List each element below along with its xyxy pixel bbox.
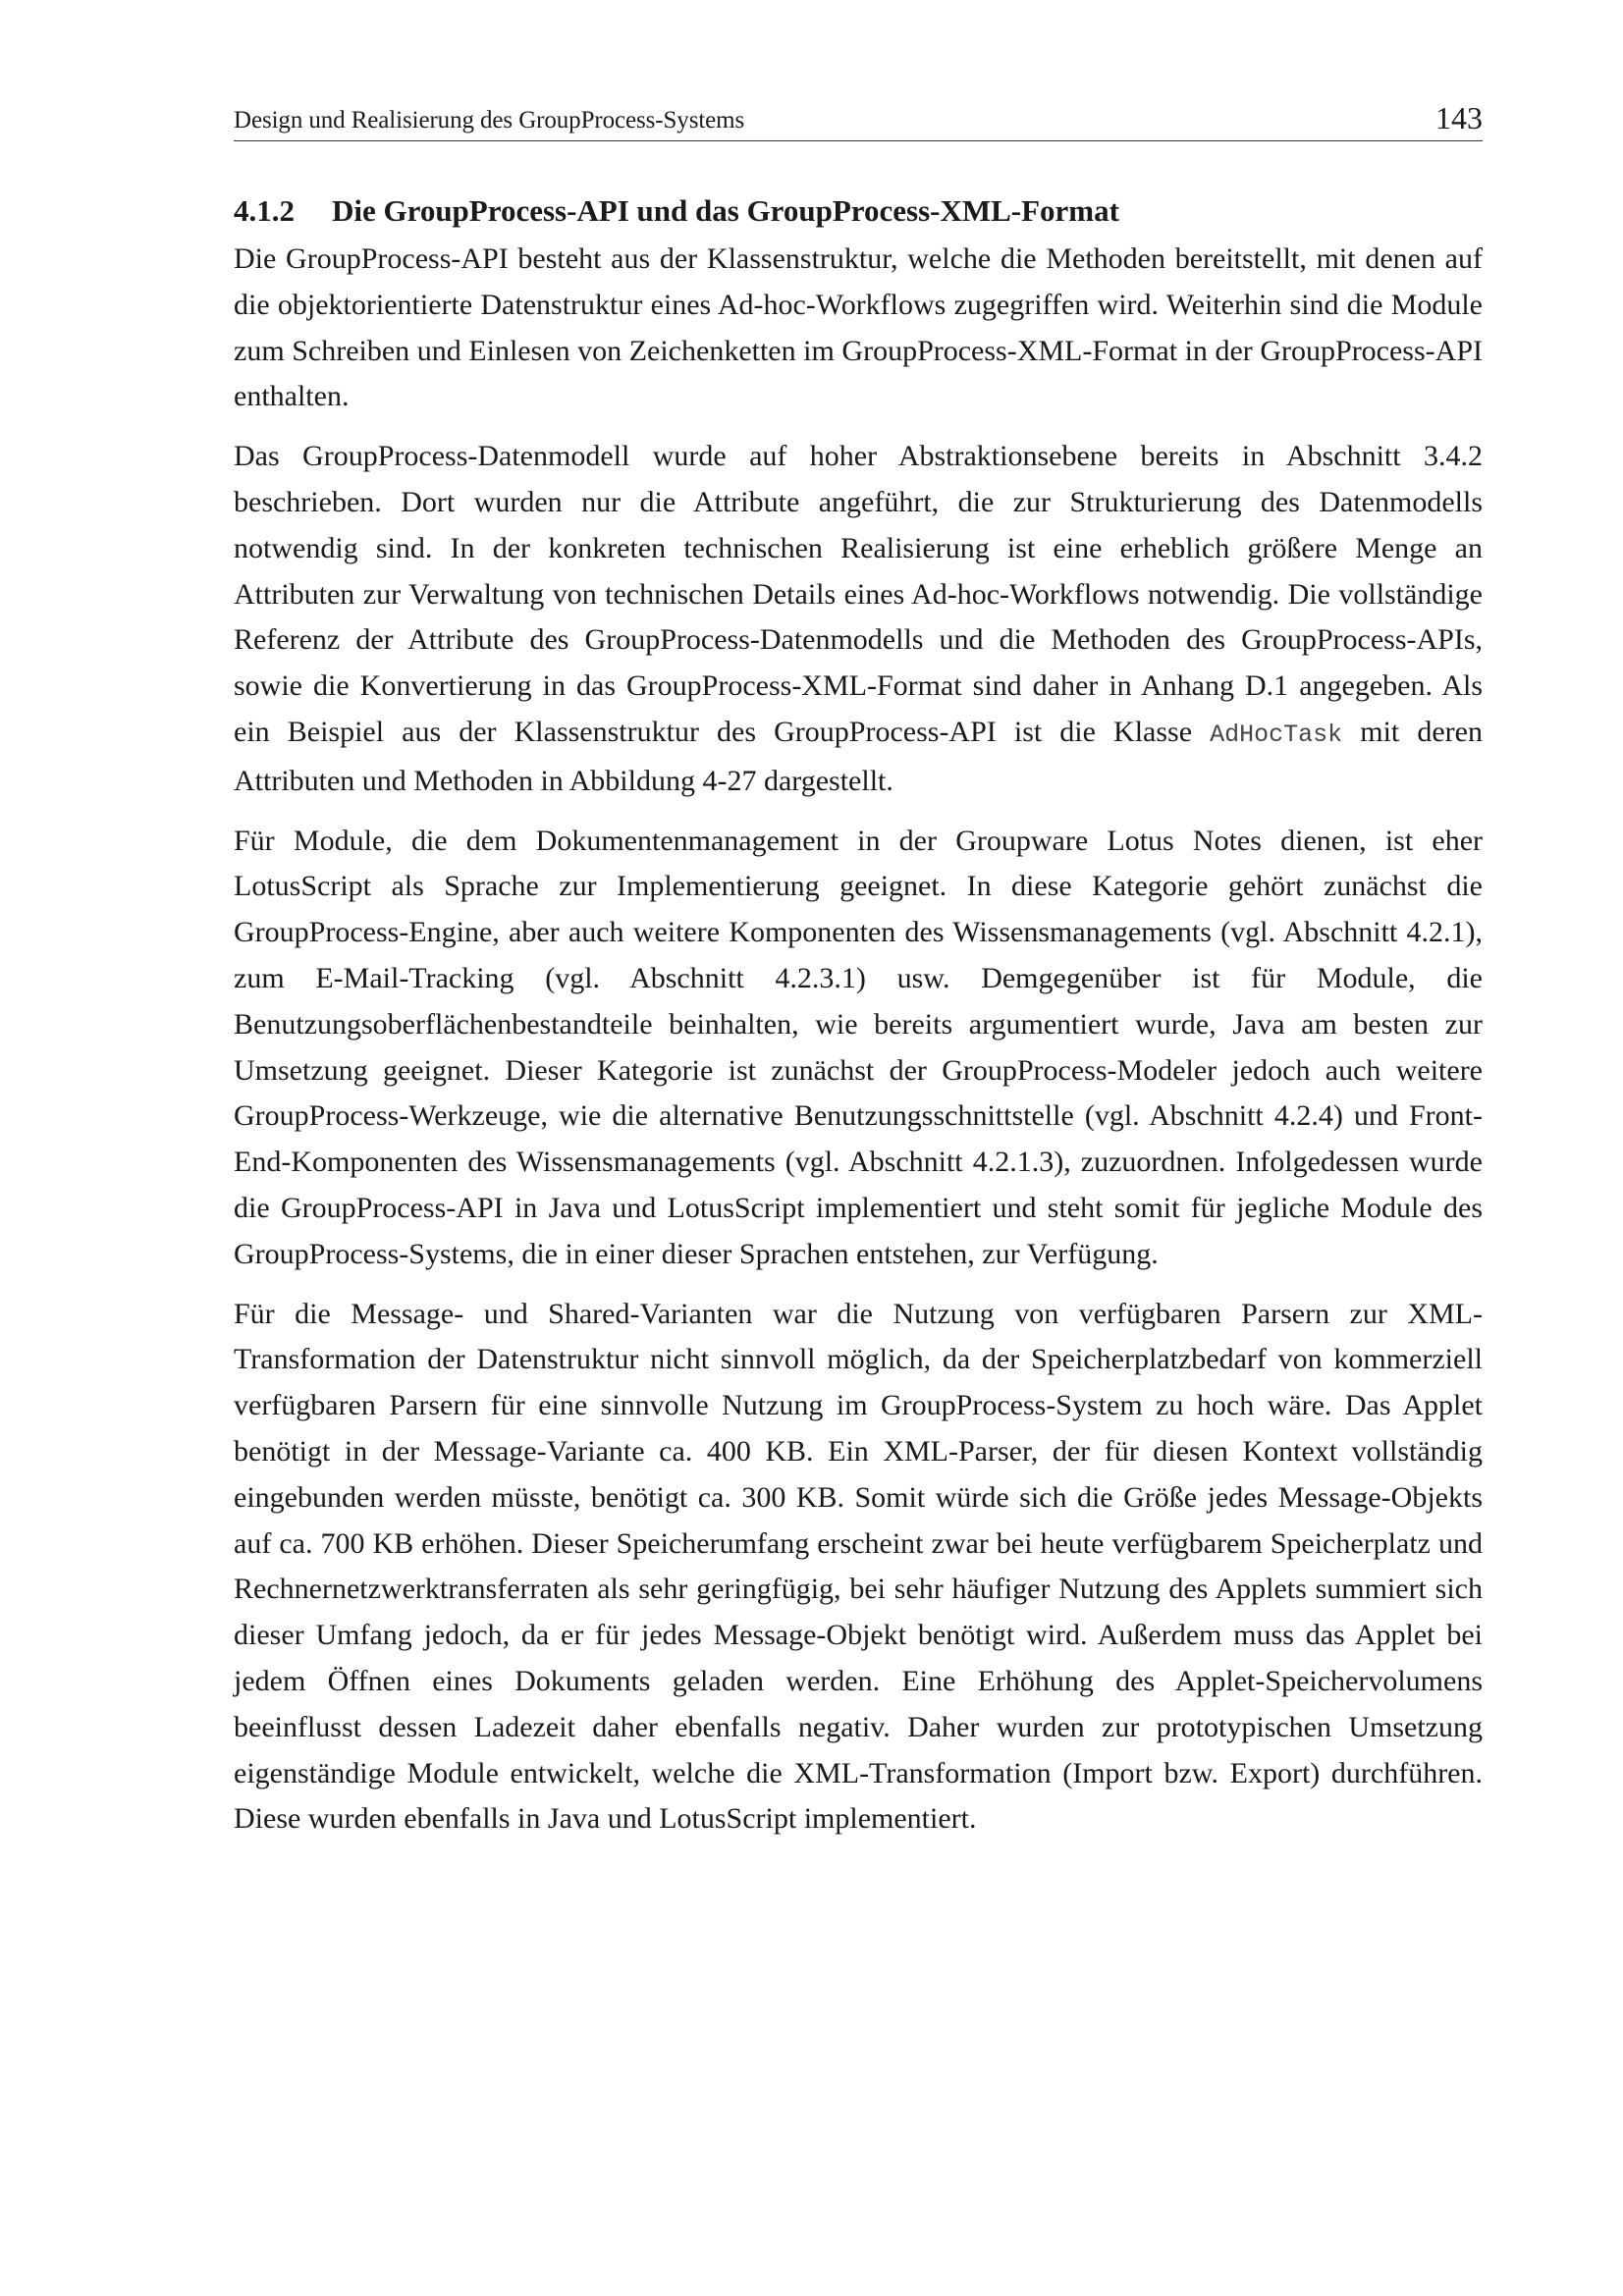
section-number: 4.1.2	[234, 193, 295, 228]
paragraph-3: Für Module, die dem Dokumentenmanagement in der Groupware Lotus Notes dienen, ist eher LotusScript als Sprache zur Implementierung geeignet. In diese Kategorie gehört zunächst die GroupProcess-Engine, aber auch weitere Komponenten des Wissensmanagements (vgl. Abschnitt 4.2.1), zum E-Mail-Tracking (vgl. Abschnitt 4.2.3.1) usw. Demgegenüber ist für Module, die Benutzungsoberflächenbestandteile beinhalten, wie bereits argumentiert wurde, Java am besten zur Umsetzung geeignet. Dieser Kategorie ist zunächst der GroupProcess-Modeler jedoch auch weitere GroupProcess-Werkzeuge, wie die alternative Benutzungsschnittstelle (vgl. Abschnitt 4.2.4) und Front-End-Komponenten des Wissensmanagements (vgl. Abschnitt 4.2.1.3), zuzuordnen. Infolgedessen wurde die GroupProcess-API in Java und LotusScript implementiert und steht somit für jegliche Module des GroupProcess-Systems, die in einer dieser Sprachen entstehen, zur Verfügung.	[234, 824, 1483, 1270]
paragraph-4: Für die Message- und Shared-Varianten war die Nutzung von verfügbaren Parsern zur XML-Transformation der Datenstruktur nicht sinnvoll möglich, da der Speicherplatzbedarf von kommerziell verfügbaren Parsern für eine sinnvolle Nutzung im GroupProcess-System zu hoch wäre. Das Applet benötigt in der Message-Variante ca. 400 KB. Ein XML-Parser, der für diesen Kontext vollständig eingebunden werden müsste, benötigt ca. 300 KB. Somit würde sich die Größe jedes Message-Objekts auf ca. 700 KB erhöhen. Dieser Speicherumfang erscheint zwar bei heute verfügbarem Speicherplatz und Rechnernetzwerktransferraten als sehr geringfügig, bei sehr häufiger Nutzung des Applets summiert sich dieser Umfang jedoch, da er für jedes Message-Objekt benötigt wird. Außerdem muss das Applet bei jedem Öffnen eines Dokuments geladen werden. Eine Erhöhung des Applet-Speichervolumens beeinflusst dessen Ladezeit daher ebenfalls negativ. Daher wurden zur prototypischen Umsetzung eigenständige Module entwickelt, welche die XML-Transformation (Import bzw. Export) durchführen. Diese wurden ebenfalls in Java und LotusScript implementiert.	[234, 1297, 1483, 1836]
page-body	[234, 188, 1483, 1856]
page-header	[234, 101, 1483, 141]
class-name-code: AdHocTask	[1210, 720, 1343, 749]
running-title: Design und Realisierung des GroupProcess-Systems	[234, 107, 745, 133]
section-heading	[234, 188, 1483, 234]
paragraph-1: Die GroupProcess-API besteht aus der Klassenstruktur, welche die Methoden bereitstellt, mit denen auf die objektorientierte Datenstruktur eines Ad-hoc-Workflows zugegriffen wird. Weiterhin sind die Module zum Schreiben und Einlesen von Zeichenketten im GroupProcess-XML-Format in der GroupProcess-API enthalten.	[234, 242, 1483, 413]
paragraph-2-text-end: mit deren Attributen und Methoden in Abbildung 4-27 dargestellt.	[234, 715, 1483, 797]
page-number: 143	[1435, 100, 1483, 135]
paragraph-2	[234, 434, 1483, 804]
section-title: Die GroupProcess-API und das GroupProcess-XML-Format	[332, 193, 1119, 228]
paragraph-2-text-start: Das GroupProcess-Datenmodell wurde auf hoher Abstraktionsebene bereits in Abschnitt 3.4.2 beschrieben. Dort wurden nur die Attribute angeführt, die zur Strukturierung des Datenmodells notwendig sind. In der konkreten technischen Realisierung ist eine erheblich größere Menge an Attributen zur Verwaltung von technischen Details eines Ad-hoc-Workflows notwendig. Die vollständige Referenz der Attribute des GroupProcess-Datenmodells und die Methoden des GroupProcess-APIs, sowie die Konvertierung in das GroupProcess-XML-Format sind daher in Anhang D.1 angegeben. Als ein Beispiel aus der Klassenstruktur des GroupProcess-API ist die Klasse	[234, 440, 1483, 748]
